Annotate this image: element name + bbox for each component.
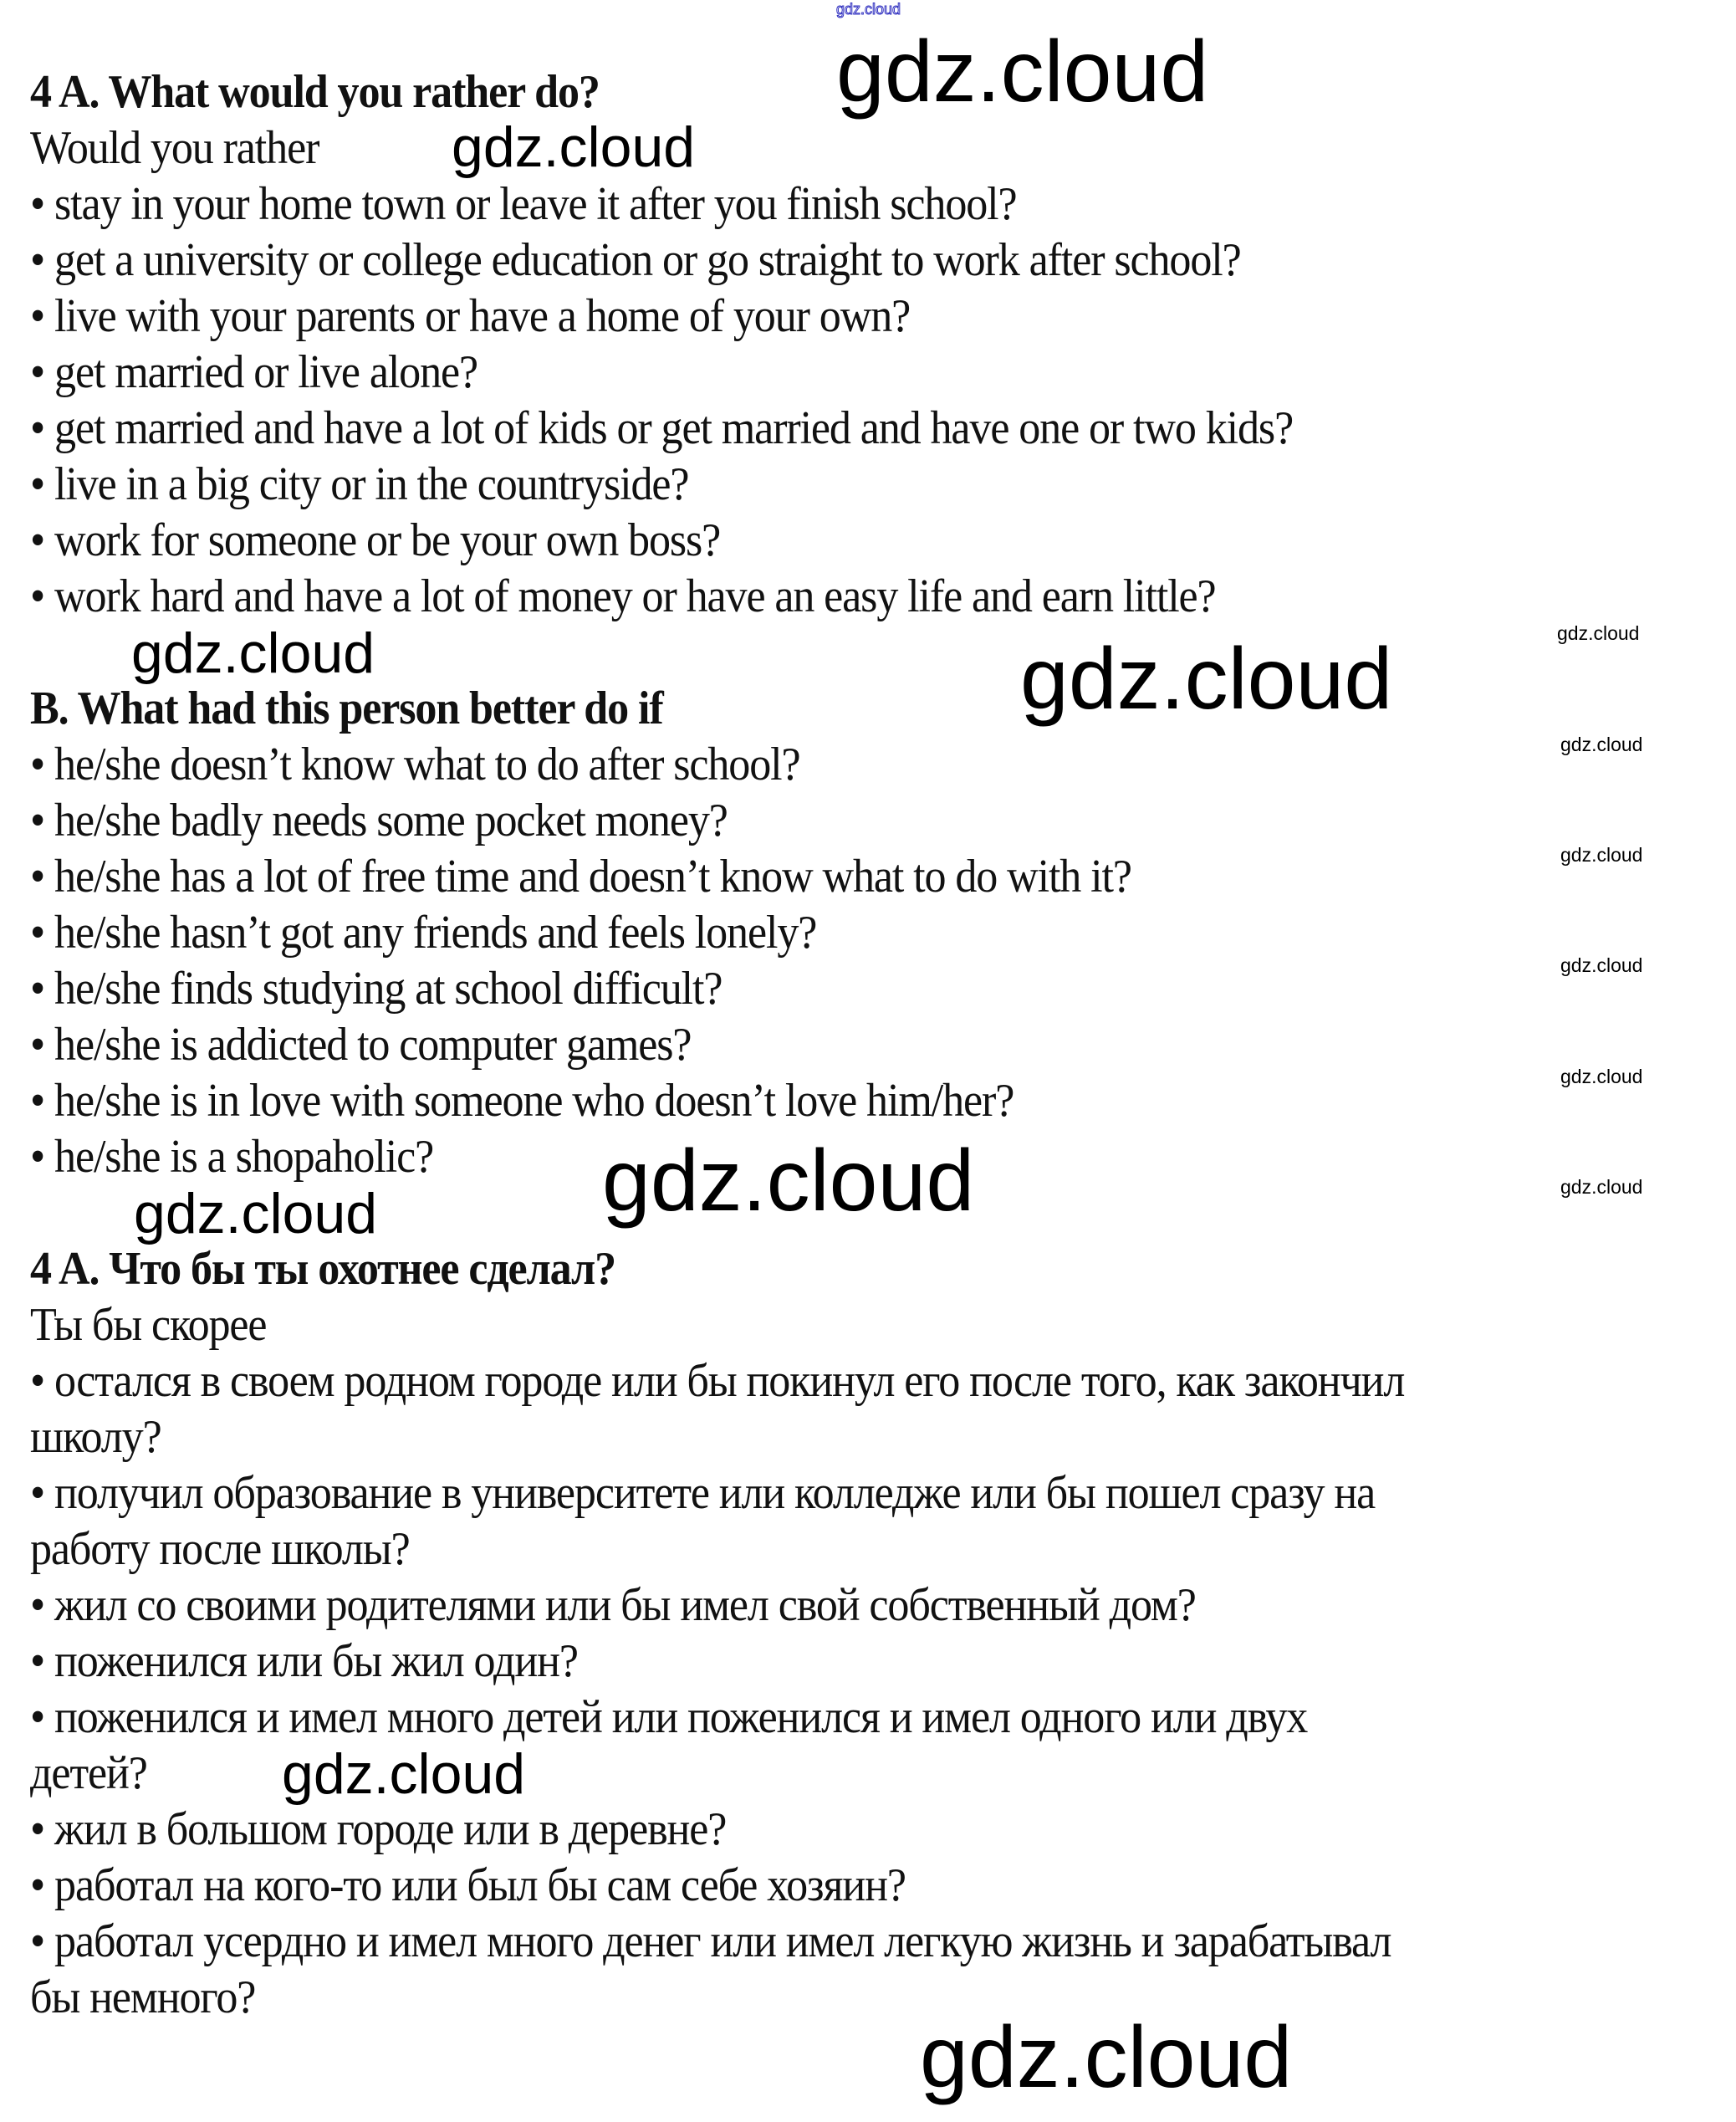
text-line: • he/she has a lot of free time and doesn’t know what to do with it?: [30, 851, 1131, 902]
text-line: • get married and have a lot of kids or get married and have one or two kids?: [30, 402, 1294, 454]
text-line: • work hard and have a lot of money or have an easy life and earn little?: [30, 570, 1216, 622]
text-line: школу?: [30, 1411, 161, 1463]
section-heading: B. What had this person better do if: [30, 683, 663, 734]
text-line: • work for someone or be your own boss?: [30, 514, 721, 566]
text-line: • live in a big city or in the countryside?: [30, 458, 689, 510]
text-line: • получил образование в университете или колледже или бы пошел сразу на: [30, 1467, 1376, 1519]
text-line: • live with your parents or have a home of your own?: [30, 290, 911, 342]
watermark: gdz.cloud: [131, 621, 375, 685]
text-line: • he/she badly needs some pocket money?: [30, 795, 728, 846]
watermark-small: gdz.cloud: [1560, 844, 1643, 866]
text-line: • поженился или бы жил один?: [30, 1635, 578, 1687]
text-line: работу после школы?: [30, 1523, 410, 1575]
text-line: Would you rather: [30, 122, 319, 174]
watermark-small: gdz.cloud: [1560, 734, 1643, 755]
text-line: • жил со своими родителями или бы имел свой собственный дом?: [30, 1579, 1196, 1631]
document-body: [30, 64, 1703, 2026]
text-line: • поженился и имел много детей или поженился и имел одного или двух: [30, 1691, 1308, 1743]
watermark: gdz.cloud: [1020, 631, 1393, 728]
text-line: • he/she is a shopaholic?: [30, 1131, 434, 1183]
text-line: Ты бы скорее: [30, 1299, 267, 1351]
watermark: gdz.cloud: [920, 2009, 1293, 2106]
watermark: gdz.cloud: [134, 1182, 378, 1245]
watermark-small: gdz.cloud: [1560, 1176, 1643, 1198]
text-line: • he/she doesn’t know what to do after school?: [30, 739, 800, 790]
watermark-top: gdz.cloud: [836, 1, 901, 18]
text-line: • he/she is addicted to computer games?: [30, 1019, 692, 1071]
watermark-small: gdz.cloud: [1560, 1066, 1643, 1087]
text-line: • get married or live alone?: [30, 346, 478, 398]
watermark: gdz.cloud: [452, 115, 696, 179]
text-line: бы немного?: [30, 1971, 256, 2023]
text-line: • stay in your home town or leave it after you finish school?: [30, 178, 1017, 230]
text-line: • he/she hasn’t got any friends and feels lonely?: [30, 907, 817, 959]
section-heading: 4 A. Что бы ты охотнее сделал?: [30, 1243, 616, 1295]
text-line: детей?: [30, 1747, 147, 1799]
text-line: • get a university or college education or go straight to work after school?: [30, 234, 1241, 286]
section-heading: 4 A. What would you rather do?: [30, 66, 600, 118]
text-line: • he/she finds studying at school difficult?: [30, 963, 722, 1015]
text-line: • работал усердно и имел много денег или имел легкую жизнь и зарабатывал: [30, 1915, 1391, 1967]
watermark-small: gdz.cloud: [1557, 622, 1640, 644]
watermark: gdz.cloud: [836, 23, 1209, 120]
text-line: • остался в своем родном городе или бы покинул его после того, как закончил: [30, 1355, 1405, 1407]
text-line: • he/she is in love with someone who doesn’t love him/her?: [30, 1075, 1014, 1127]
watermark: gdz.cloud: [602, 1133, 975, 1230]
text-line: • работал на кого-то или был бы сам себе хозяин?: [30, 1859, 906, 1911]
watermark-small: gdz.cloud: [1560, 954, 1643, 976]
watermark: gdz.cloud: [282, 1742, 526, 1806]
text-line: • жил в большом городе или в деревне?: [30, 1803, 727, 1855]
